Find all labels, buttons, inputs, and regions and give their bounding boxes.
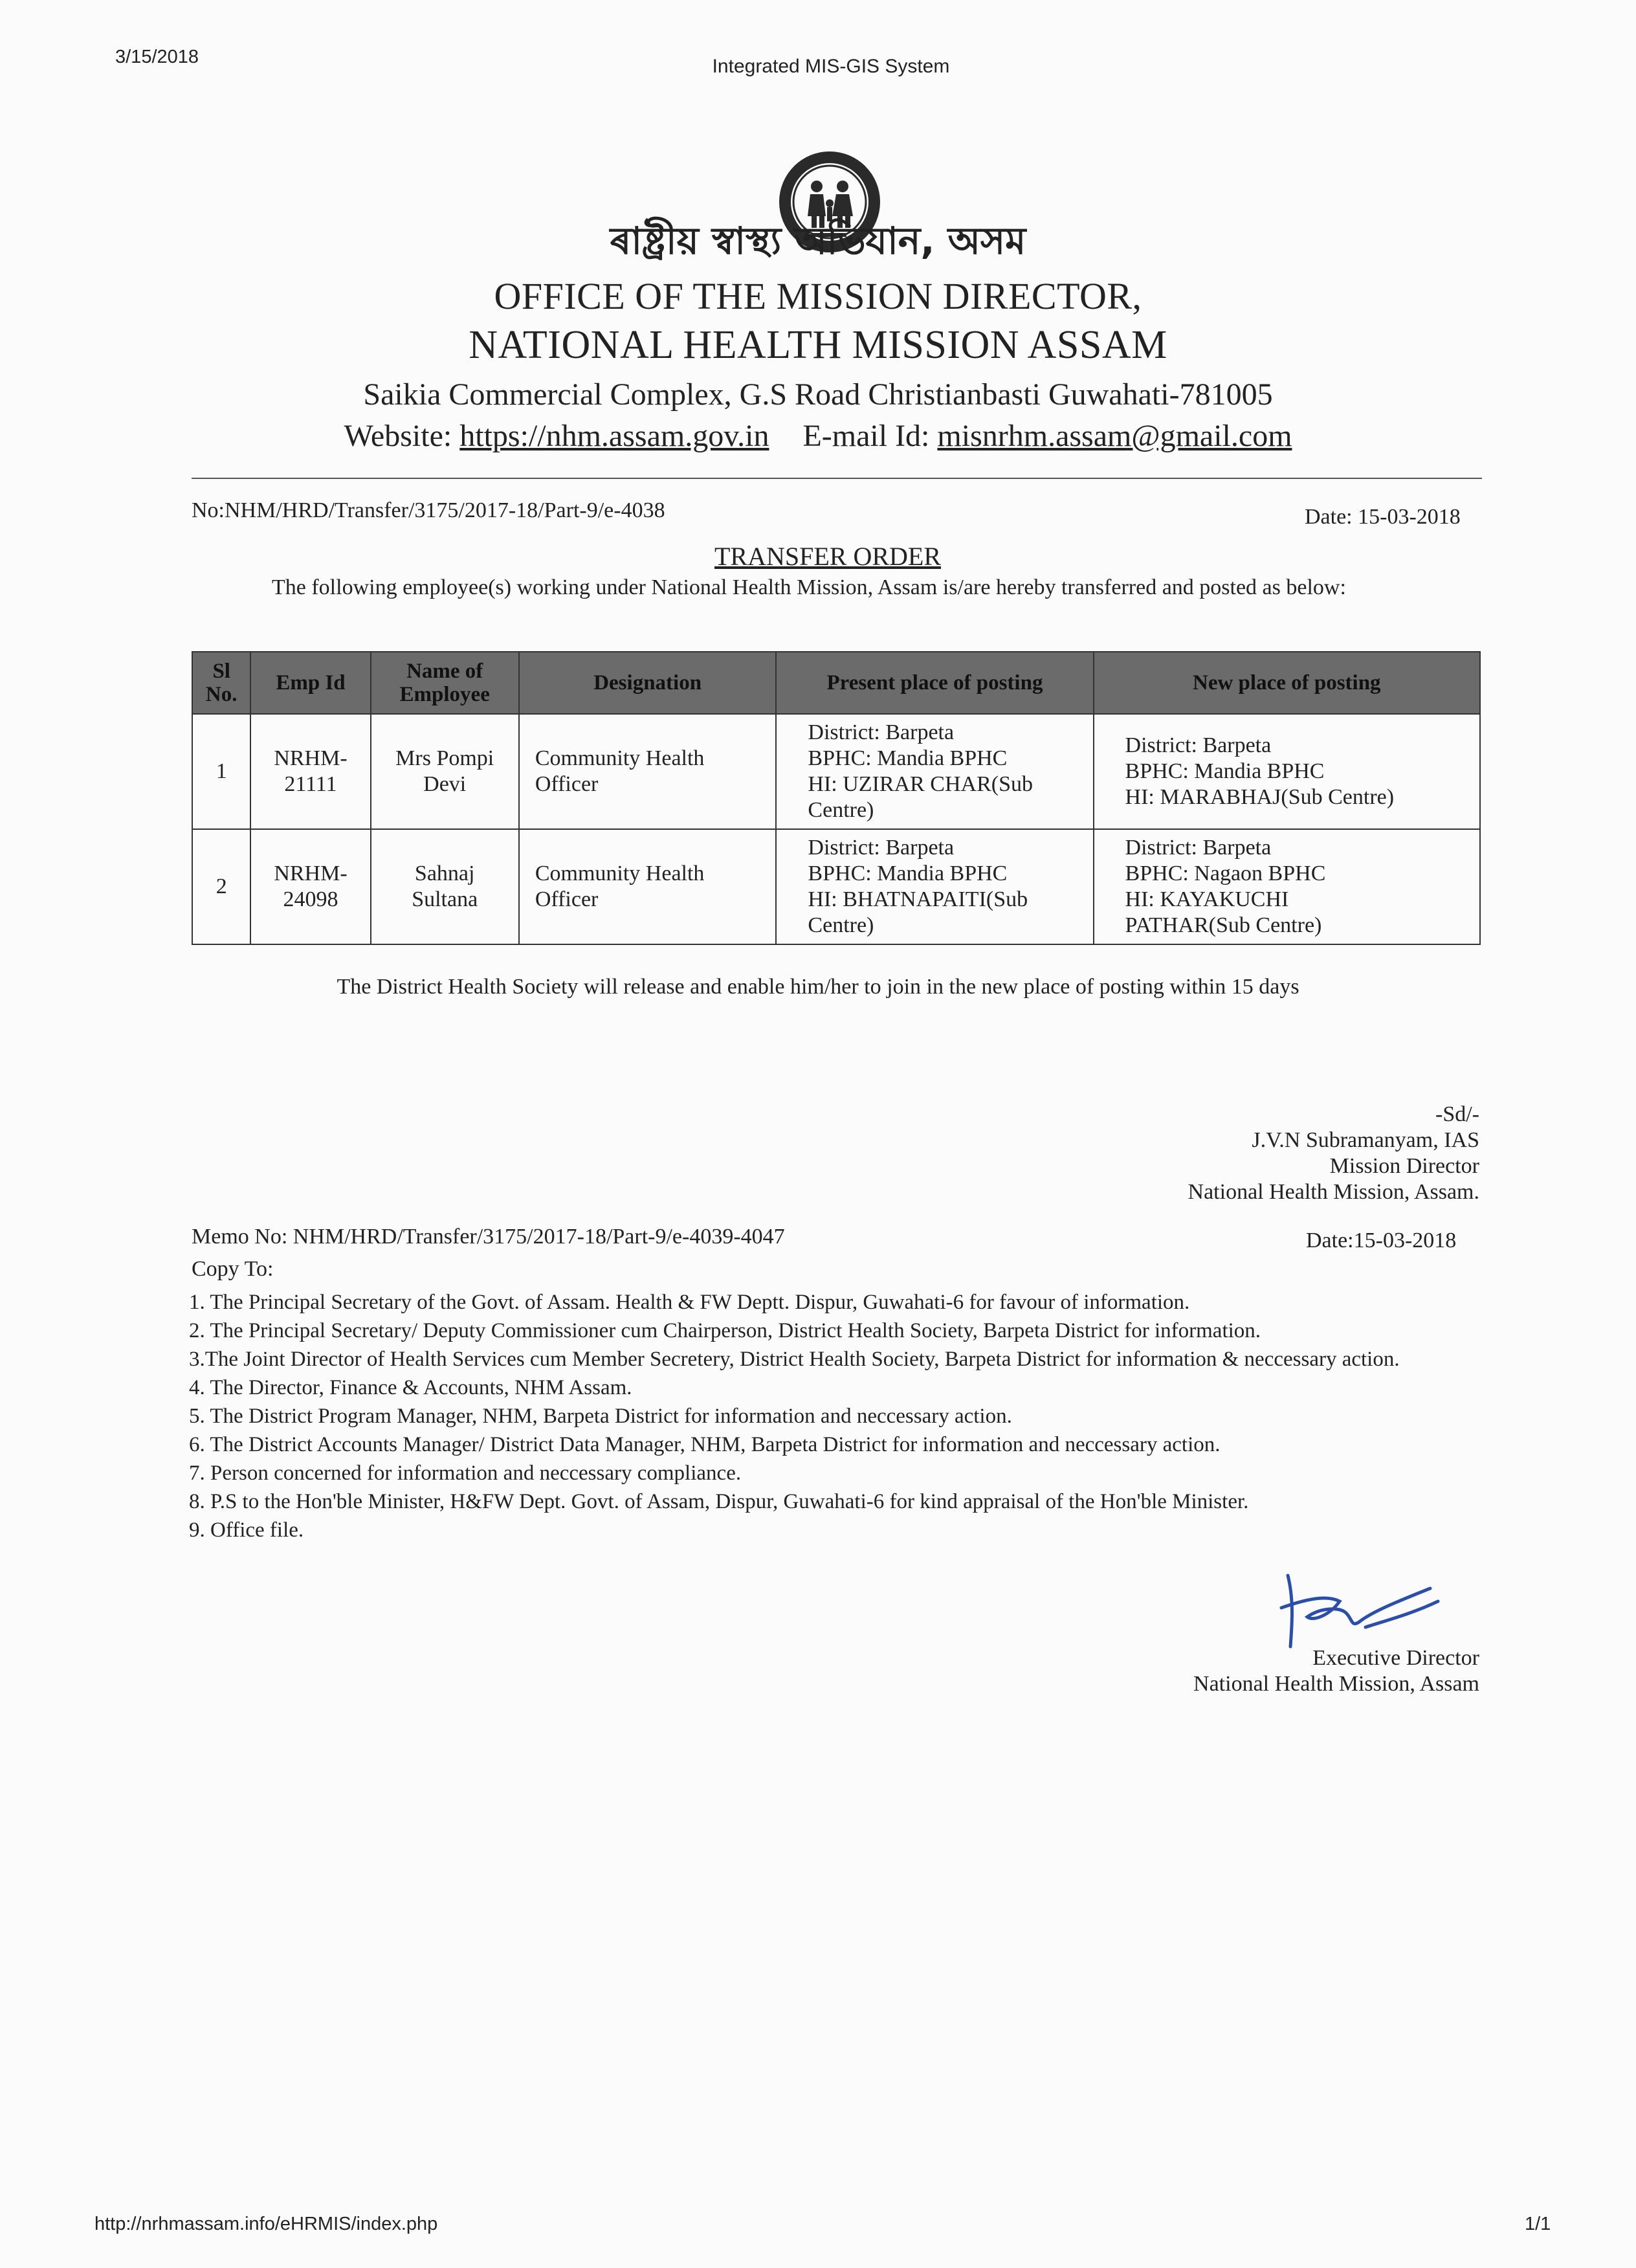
transfer-table [192,651,1481,945]
list-item: 1. The Principal Secretary of the Govt. of Assam. Health & FW Deptt. Dispur, Guwahati-6 for favour of information. [189,1291,1190,1314]
list-item: 2. The Principal Secretary/ Deputy Commissioner cum Chairperson, District Health Society, Barpeta District for information. [189,1319,1261,1342]
mission-heading: NATIONAL HEALTH MISSION ASSAM [469,323,1167,367]
cell-new-posting: District: Barpeta BPHC: Mandia BPHC HI: MARABHAJ(Sub Centre) [1094,714,1480,829]
list-item: 9. Office file. [189,1518,304,1542]
executive-title: Executive Director [1312,1646,1479,1670]
header-emp-id: Emp Id [250,652,370,714]
list-item: 5. The District Program Manager, NHM, Barpeta District for information and neccessary action. [189,1405,1012,1428]
print-date: 3/15/2018 [115,47,199,67]
list-item: 3.The Joint Director of Health Services cum Member Secretery, District Health Society, Barpeta District for information & neccessary action. [189,1348,1400,1371]
signatory-name: J.V.N Subramanyam, IAS [1252,1128,1479,1152]
release-note: The District Health Society will release and enable him/her to join in the new place of posting within 15 days [337,975,1299,999]
header-divider [192,478,1482,479]
copy-to-list [189,1288,1470,1544]
sd-mark: -Sd/- [1435,1102,1479,1126]
memo-no: Memo No: NHM/HRD/Transfer/3175/2017-18/Part-9/e-4039-4047 [192,1225,785,1249]
table-row [192,829,1480,944]
header-name: Name of Employee [371,652,519,714]
executive-org: National Health Mission, Assam [1193,1672,1479,1696]
cell-emp-id: NRHM- 24098 [250,829,370,944]
mission-director-signatory [1188,1102,1479,1205]
table-row [192,714,1480,829]
list-item: 4. The Director, Finance & Accounts, NHM Assam. [189,1376,632,1399]
order-heading: TRANSFER ORDER [714,542,942,571]
cell-emp-id: NRHM- 21111 [250,714,370,829]
print-page-number: 1/1 [1525,2214,1551,2234]
email-link[interactable]: misnrhm.assam@gmail.com [937,419,1292,453]
memo-date: Date:15-03-2018 [1306,1228,1457,1252]
contact-line [0,418,1636,454]
executive-director-signatory [1193,1645,1479,1697]
office-address: Saikia Commercial Complex, G.S Road Christianbasti Guwahati-781005 [363,377,1273,412]
list-item: 8. P.S to the Hon'ble Minister, H&FW Dept. Govt. of Assam, Dispur, Guwahati-6 for kind appraisal of the Hon'ble Minister. [189,1490,1249,1513]
order-date: Date: 15-03-2018 [1305,505,1461,529]
order-intro: The following employee(s) working under National Health Mission, Assam is/are hereby transferred and posted as below: [272,575,1346,599]
office-heading: OFFICE OF THE MISSION DIRECTOR, [494,275,1142,317]
website-label: Website: [344,419,460,453]
table-header-row [192,652,1480,714]
cell-sl: 1 [192,714,250,829]
bengali-title: ৰাষ্ট্ৰীয় স্বাস্থ্য অভিযান, অসম [610,219,1026,263]
cell-designation: Community Health Officer [519,714,777,829]
cell-name: Sahnaj Sultana [371,829,519,944]
cell-present-posting: District: Barpeta BPHC: Mandia BPHC HI: BHATNAPAITI(Sub Centre) [776,829,1093,944]
cell-present-posting: District: Barpeta BPHC: Mandia BPHC HI: UZIRAR CHAR(Sub Centre) [776,714,1093,829]
cell-designation: Community Health Officer [519,829,777,944]
signatory-title: Mission Director [1329,1154,1479,1178]
email-label: E-mail Id: [802,419,938,453]
header-new-posting: New place of posting [1094,652,1480,714]
header-present-posting: Present place of posting [776,652,1093,714]
print-system-title: Integrated MIS-GIS System [712,56,950,77]
order-ref-no: No:NHM/HRD/Transfer/3175/2017-18/Part-9/e-4038 [192,498,665,522]
list-item: 6. The District Accounts Manager/ District Data Manager, NHM, Barpeta District for information and neccessary action. [189,1433,1221,1456]
cell-sl: 2 [192,829,250,944]
print-footer-url: http://nrhmassam.info/eHRMIS/index.php [94,2214,438,2234]
cell-new-posting: District: Barpeta BPHC: Nagaon BPHC HI: KAYAKUCHI PATHAR(Sub Centre) [1094,829,1480,944]
header-sl: Sl No. [192,652,250,714]
list-item: 7. Person concerned for information and neccessary compliance. [189,1462,742,1485]
signatory-org: National Health Mission, Assam. [1188,1180,1479,1204]
header-designation: Designation [519,652,777,714]
website-link[interactable]: https://nhm.assam.gov.in [459,419,769,453]
copy-to-label: Copy To: [192,1257,274,1281]
cell-name: Mrs Pompi Devi [371,714,519,829]
